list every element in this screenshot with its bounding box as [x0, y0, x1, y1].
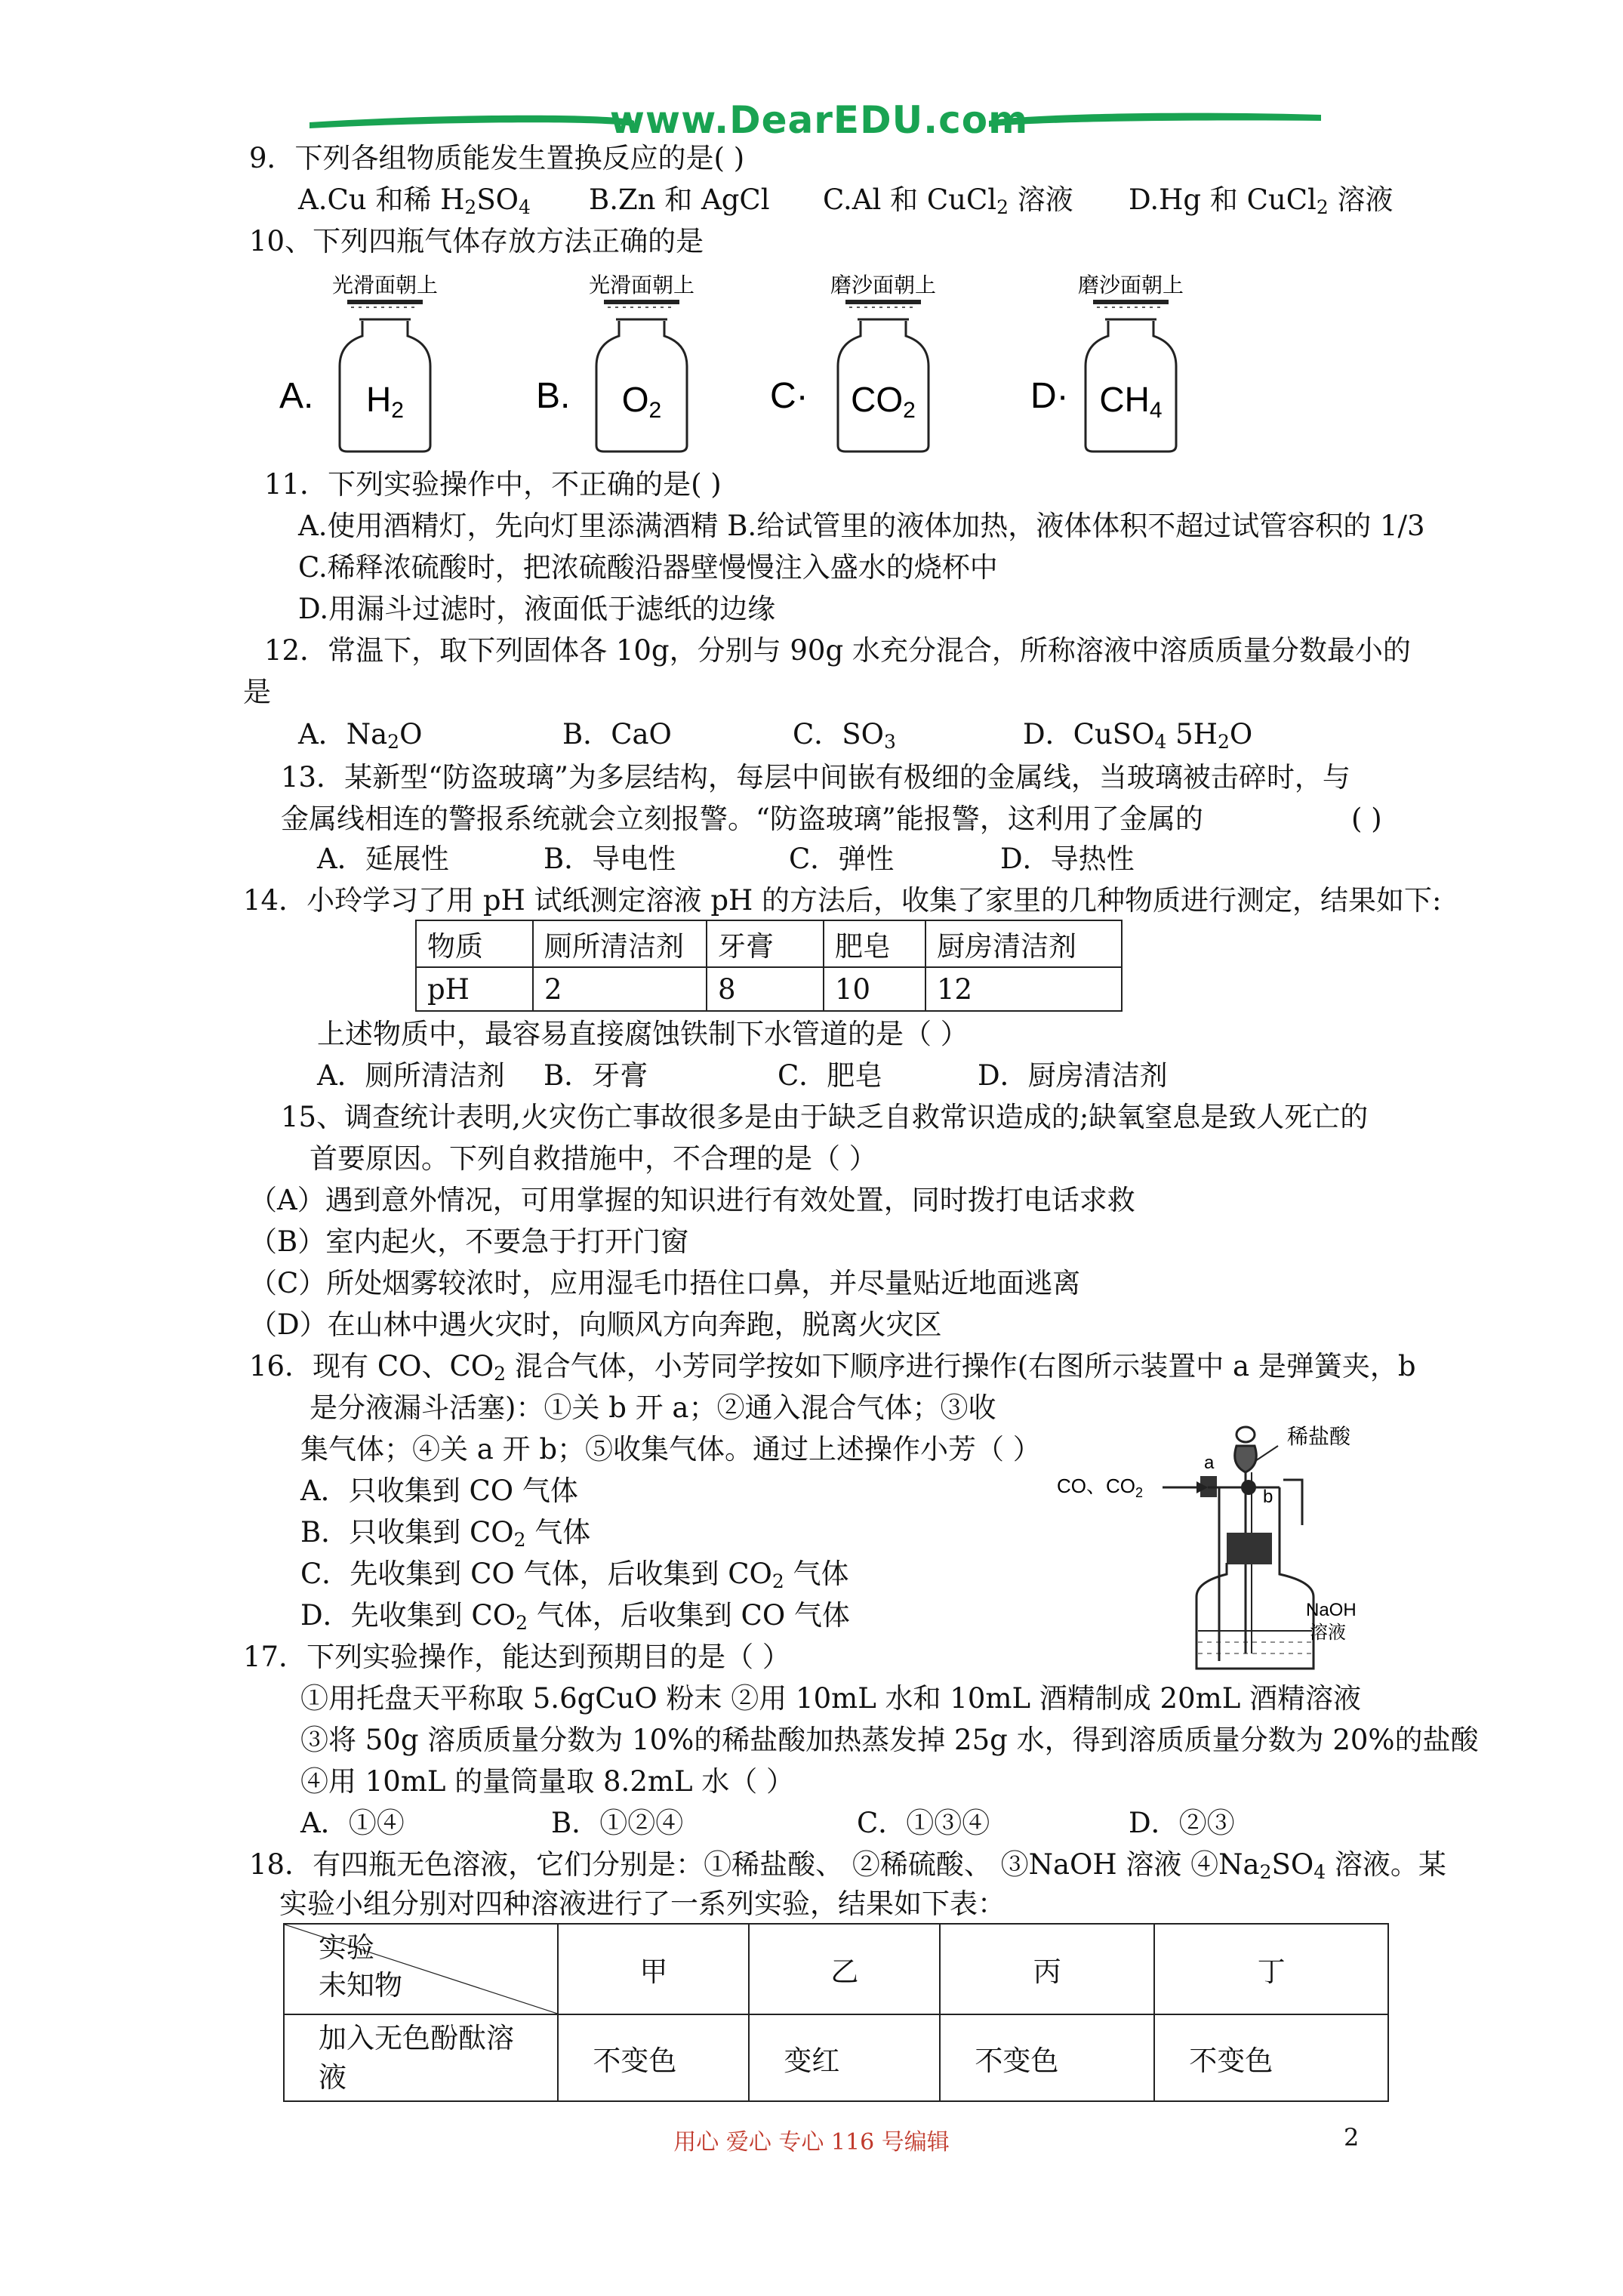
q17-item-3: ③将 50g 溶质质量分数为 10%的稀盐酸加热蒸发掉 25g 水，得到溶质质量分数为 20%的盐酸: [300, 1724, 1479, 1756]
q16-option-d: D．先收集到 $CO_2$ 气体，后收集到 CO 气体: [300, 1599, 850, 1634]
q13-stem-cont: 金属线相连的警报系统就会立刻报警。“防盗玻璃”能报警，这利用了金属的: [281, 803, 1203, 835]
acid-label: 稀盐酸: [1287, 1424, 1351, 1449]
bottle-b: [536, 273, 694, 451]
q15-option-d: （D）在山林中遇火灾时，向顺风方向奔跑，脱离火灾区: [249, 1308, 942, 1341]
q15-stem-cont: 首要原因。下列自救措施中，不合理的是（ ）: [310, 1142, 877, 1175]
table-cell: 8: [707, 967, 824, 1011]
q16-option-c: C．先收集到 CO 气体，后收集到 $CO_2$ 气体: [300, 1558, 849, 1592]
bottle-a: [279, 273, 438, 451]
q13-answer-paren: ( ): [1351, 803, 1382, 835]
table-cell: 丁: [1154, 1924, 1388, 2014]
q18-stem: 18．有四瓶无色溶液，它们分别是：①稀盐酸、 ②稀硫酸、 ③NaOH 溶液 $④Na_2SO_4$ 溶液。某: [249, 1848, 1446, 1883]
solution-label: 溶液: [1310, 1622, 1346, 1643]
naoh-label: NaOH: [1306, 1600, 1357, 1620]
bottle-b-cap-label: 光滑面朝上: [588, 273, 695, 297]
q12-stem-cont: 是: [243, 676, 271, 708]
q13-option-c: C．弹性: [789, 843, 895, 875]
q13-stem: 13．某新型“防盗玻璃”为多层结构，每层中间嵌有极细的金属线，当玻璃被击碎时，与: [281, 761, 1350, 794]
table-header-row: [284, 1924, 1388, 2014]
q17-item-4: ④用 10mL 的量筒量取 8.2mL 水（ ）: [300, 1765, 795, 1798]
q14-option-d: D．厨房清洁剂: [978, 1059, 1168, 1092]
bottle-d-letter: D·: [1030, 376, 1069, 416]
table-row-label: 加入无色酚酞溶 液: [284, 2014, 558, 2101]
q18-stem-cont: 实验小组分别对四种溶液进行了一系列实验，结果如下表：: [279, 1888, 1006, 1920]
table-cell: 厨房清洁剂: [925, 920, 1122, 967]
q11-options-ab: A.使用酒精灯，先向灯里添满酒精 B.给试管里的液体加热，液体体积不超过试管容积的 1/3: [298, 510, 1425, 542]
q17-option-b: B．①②④: [551, 1807, 684, 1839]
q10-bottle-figure: [279, 268, 1215, 461]
q12-option-d: D．CuSO$_4$ $5H_2O$: [1023, 718, 1253, 753]
table-cell: 厕所清洁剂: [533, 920, 707, 967]
site-url[interactable]: www.DearEDU.com: [609, 98, 1029, 142]
svg-text:H2: H2: [366, 380, 404, 423]
bottle-c: [770, 273, 936, 451]
table-cell: 乙: [749, 1924, 940, 2014]
q16-stem-line3: 集气体；④关 a 开 b；⑤收集气体。通过上述操作小芳（ ）: [300, 1433, 1041, 1465]
svg-text:CH4: CH4: [1099, 380, 1163, 423]
q9-option-c: C.Al 和 CuCl$_2$ 溶液: [823, 183, 1073, 218]
q13-option-a: A．延展性: [317, 843, 449, 875]
q9-stem: 9．下列各组物质能发生置换反应的是( ): [249, 142, 745, 174]
q11-option-c: C.稀释浓硫酸时，把浓硫酸沿器壁慢慢注入盛水的烧杯中: [298, 551, 998, 584]
table-row: [284, 2014, 1388, 2101]
table-cell: 丙: [940, 1924, 1154, 2014]
q15-option-c: （C）所处烟雾较浓时，应用湿毛巾捂住口鼻，并尽量贴近地面逃离: [249, 1267, 1081, 1299]
q13-option-d: D．导热性: [1000, 843, 1135, 875]
bottle-a-letter: A.: [279, 376, 314, 416]
q12-stem: 12．常温下，取下列固体各 10g，分别与 90g 水充分混合，所称溶液中溶质质量分数最小的: [264, 634, 1411, 667]
svg-text:CO2: CO2: [851, 380, 916, 423]
table-cell: 甲: [558, 1924, 749, 2014]
bottle-c-cap-label: 磨沙面朝上: [830, 273, 937, 297]
q18-results-table: [283, 1923, 1389, 2102]
q14-ph-table: [415, 920, 1123, 1012]
bottle-d-cap-label: 磨沙面朝上: [1077, 273, 1184, 297]
q12-option-a: A．$Na_2O$: [298, 718, 423, 753]
table-cell: 10: [824, 967, 925, 1011]
q9-option-d: D.Hg 和 CuCl$_2$ 溶液: [1129, 183, 1394, 218]
q10-stem: 10、下列四瓶气体存放方法正确的是: [249, 225, 704, 257]
stopcock-b-label: b: [1263, 1487, 1273, 1507]
bottle-a-cap-label: 光滑面朝上: [331, 273, 439, 297]
table-cell: 牙膏: [707, 920, 824, 967]
q14-option-b: B．牙膏: [544, 1059, 648, 1092]
q14-option-c: C．肥皂: [778, 1059, 883, 1092]
table-cell: 物质: [416, 920, 533, 967]
table-corner-cell: [284, 1924, 558, 2014]
bottle-c-gas: CO: [851, 380, 904, 419]
q17-option-a: A．①④: [300, 1807, 405, 1839]
table-header-row: [416, 920, 1122, 967]
corner-bottom-label: 未知物: [319, 1969, 402, 2002]
q14-stem: 14．小玲学习了用 pH 试纸测定溶液 pH 的方法后，收集了家里的几种物质进行测定，结果如下:: [243, 884, 1442, 917]
bottle-b-letter: B.: [536, 376, 571, 416]
bottle-c-letter: C·: [770, 376, 808, 416]
table-cell: 不变色: [558, 2014, 749, 2101]
q17-option-c: C．①③④: [857, 1807, 990, 1839]
q11-stem: 11．下列实验操作中，不正确的是( ): [264, 468, 722, 501]
q16-stem-line2: 是分液漏斗活塞)：①关 b 开 a；②通入混合气体；③收: [310, 1391, 996, 1424]
q16-option-a: A．只收集到 CO 气体: [300, 1475, 578, 1507]
corner-top-label: 实验: [319, 1931, 374, 1964]
bottle-a-gas: H: [366, 380, 392, 419]
q17-option-d: D．②③: [1129, 1807, 1235, 1839]
table-cell: pH: [416, 967, 533, 1011]
table-cell: 肥皂: [824, 920, 925, 967]
table-cell: 12: [925, 967, 1122, 1011]
q15-stem: 15、调查统计表明,火灾伤亡事故很多是由于缺乏自救常识造成的;缺氧窒息是致人死亡的: [281, 1101, 1369, 1133]
table-row: [416, 967, 1122, 1011]
table-cell: 2: [533, 967, 707, 1011]
q12-option-b: B．CaO: [562, 718, 672, 750]
table-cell: 变红: [749, 2014, 940, 2101]
q9-option-a: A.Cu 和稀 $H_2SO_4$: [298, 183, 531, 218]
bottle-d: [1030, 273, 1184, 451]
page-number: 2: [1344, 2123, 1360, 2152]
bottle-b-gas: O: [621, 380, 649, 419]
gas-inlet-label: CO、$CO_2$: [1057, 1475, 1144, 1500]
q15-option-a: （A）遇到意外情况，可用掌握的知识进行有效处置，同时拨打电话求救: [249, 1184, 1135, 1216]
q16-option-b: B．只收集到 $CO_2$ 气体: [300, 1516, 591, 1551]
svg-text:O2: O2: [621, 380, 662, 423]
page-footer: 用心 爱心 专心 116 号编辑: [673, 2129, 950, 2156]
bottle-d-gas: CH: [1099, 380, 1150, 419]
q17-stem: 17．下列实验操作，能达到预期目的是（ ）: [243, 1641, 790, 1673]
q15-option-b: （B）室内起火，不要急于打开门窗: [249, 1225, 689, 1258]
table-cell: 不变色: [1154, 2014, 1388, 2101]
q9-option-b: B.Zn 和 AgCl: [589, 183, 770, 216]
q13-option-b: B．导电性: [544, 843, 676, 875]
q14-option-a: A．厕所清洁剂: [317, 1059, 505, 1092]
q16-stem: 16．现有 CO、$CO_2$ 混合气体，小芳同学按如下顺序进行操作(右图所示装置中 a 是弹簧夹，b: [249, 1350, 1416, 1385]
q12-option-c: C．$SO_3$: [793, 718, 896, 753]
q17-item-1-2: ①用托盘天平称取 5.6gCuO 粉末 ②用 10mL 水和 10mL 酒精制成 20mL 酒精溶液: [300, 1682, 1362, 1715]
clamp-a-label: a: [1204, 1453, 1215, 1473]
q11-option-d: D.用漏斗过滤时，液面低于滤纸的边缘: [298, 593, 776, 625]
q14-question: 上述物质中，最容易直接腐蚀铁制下水管道的是（ ）: [317, 1018, 969, 1050]
table-cell: 不变色: [940, 2014, 1154, 2101]
q16-apparatus-figure: [1053, 1412, 1378, 1676]
